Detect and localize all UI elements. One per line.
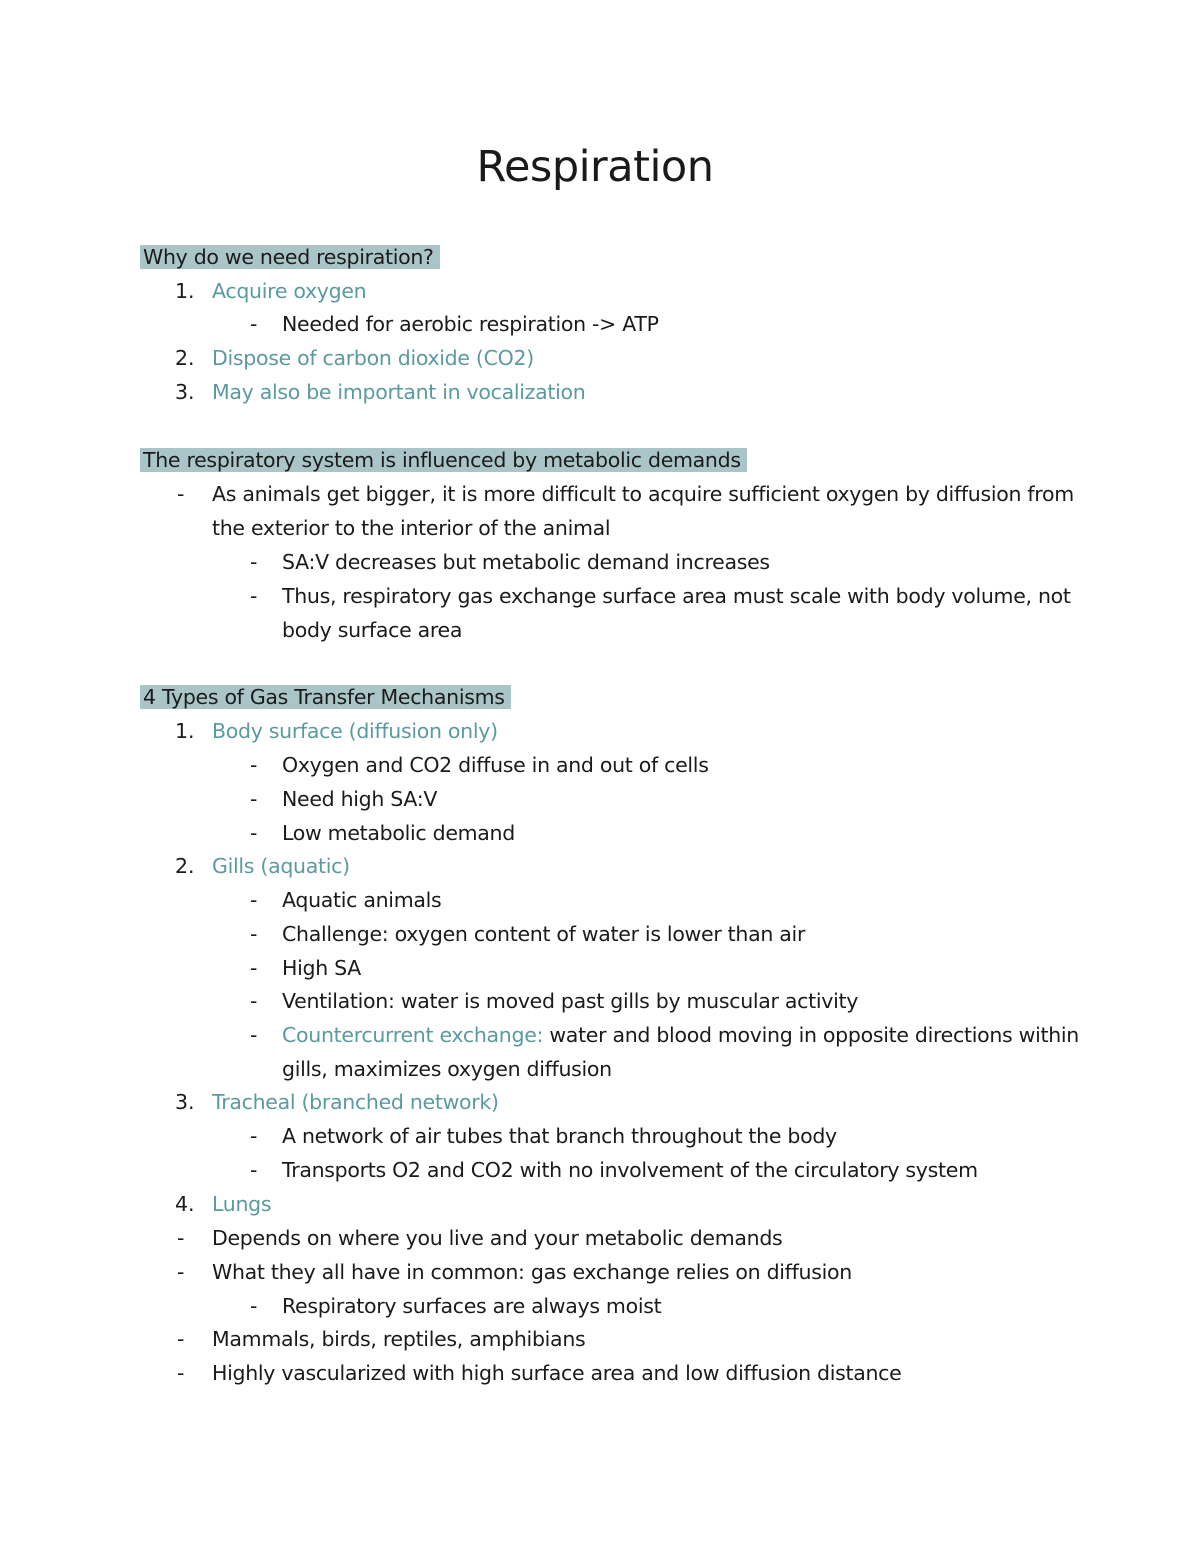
sub-list-item: Respiratory surfaces are always moist: [282, 1294, 662, 1318]
list-number: 3.: [175, 380, 195, 404]
sub-list-item: Challenge: oxygen content of water is lower than air: [282, 922, 806, 946]
bullet-dash: -: [250, 1294, 258, 1318]
bullet-dash: -: [250, 312, 258, 336]
sub-list-item: Oxygen and CO2 diffuse in and out of cells: [282, 753, 709, 777]
bullet-dash: -: [250, 787, 258, 811]
bullet-dash: -: [177, 1226, 185, 1250]
term-countercurrent: Countercurrent exchange:: [282, 1023, 544, 1047]
list-item: Tracheal (branched network): [212, 1090, 499, 1114]
list-number: 1.: [175, 719, 195, 743]
bullet-dash: -: [177, 482, 185, 506]
list-item: As animals get bigger, it is more difficult to acquire sufficient oxygen by diffusion from: [212, 482, 1074, 506]
list-item: Acquire oxygen: [212, 279, 367, 303]
list-item-continuation: the exterior to the interior of the animal: [212, 516, 611, 540]
list-item: Highly vascularized with high surface area and low diffusion distance: [212, 1361, 902, 1385]
sub-list-item-continuation: body surface area: [282, 618, 463, 642]
list-number: 1.: [175, 279, 195, 303]
bullet-dash: -: [250, 956, 258, 980]
sub-list-item: Need high SA:V: [282, 787, 438, 811]
bullet-dash: -: [177, 1260, 185, 1284]
section-heading-metabolic: The respiratory system is influenced by metabolic demands: [140, 443, 747, 477]
list-item: Dispose of carbon dioxide (CO2): [212, 346, 534, 370]
list-item: What they all have in common: gas exchange relies on diffusion: [212, 1260, 852, 1284]
bullet-dash: -: [250, 821, 258, 845]
sub-list-item: Needed for aerobic respiration -> ATP: [282, 312, 659, 336]
sub-list-item: Low metabolic demand: [282, 821, 515, 845]
list-item: Mammals, birds, reptiles, amphibians: [212, 1327, 586, 1351]
list-item: Body surface (diffusion only): [212, 719, 498, 743]
sub-list-item: SA:V decreases but metabolic demand increases: [282, 550, 770, 574]
bullet-dash: -: [250, 888, 258, 912]
sub-list-item: High SA: [282, 956, 361, 980]
sub-list-item: Ventilation: water is moved past gills by muscular activity: [282, 989, 859, 1013]
bullet-dash: -: [250, 584, 258, 608]
list-item: May also be important in vocalization: [212, 380, 586, 404]
list-number: 2.: [175, 854, 195, 878]
bullet-dash: -: [250, 550, 258, 574]
bullet-dash: -: [177, 1327, 185, 1351]
list-number: 2.: [175, 346, 195, 370]
section-heading-why: Why do we need respiration?: [140, 240, 440, 274]
sub-list-item: Aquatic animals: [282, 888, 442, 912]
list-item: Lungs: [212, 1192, 272, 1216]
list-item: Depends on where you live and your metabolic demands: [212, 1226, 783, 1250]
list-number: 3.: [175, 1090, 195, 1114]
list-number: 4.: [175, 1192, 195, 1216]
sub-list-item: Thus, respiratory gas exchange surface area must scale with body volume, not: [282, 584, 1071, 608]
list-item: Gills (aquatic): [212, 854, 350, 878]
sub-list-item: Countercurrent exchange: water and blood moving in opposite directions within: [282, 1023, 1080, 1047]
sub-list-item-continuation: gills, maximizes oxygen diffusion: [282, 1057, 612, 1081]
bullet-dash: -: [250, 1124, 258, 1148]
section-heading-types: 4 Types of Gas Transfer Mechanisms: [140, 680, 511, 714]
bullet-dash: -: [177, 1361, 185, 1385]
bullet-dash: -: [250, 753, 258, 777]
page-title: Respiration: [476, 142, 714, 192]
bullet-dash: -: [250, 1023, 258, 1047]
bullet-dash: -: [250, 1158, 258, 1182]
sub-list-item: Transports O2 and CO2 with no involvement of the circulatory system: [282, 1158, 978, 1182]
bullet-dash: -: [250, 989, 258, 1013]
sub-list-item: A network of air tubes that branch throughout the body: [282, 1124, 837, 1148]
bullet-dash: -: [250, 922, 258, 946]
